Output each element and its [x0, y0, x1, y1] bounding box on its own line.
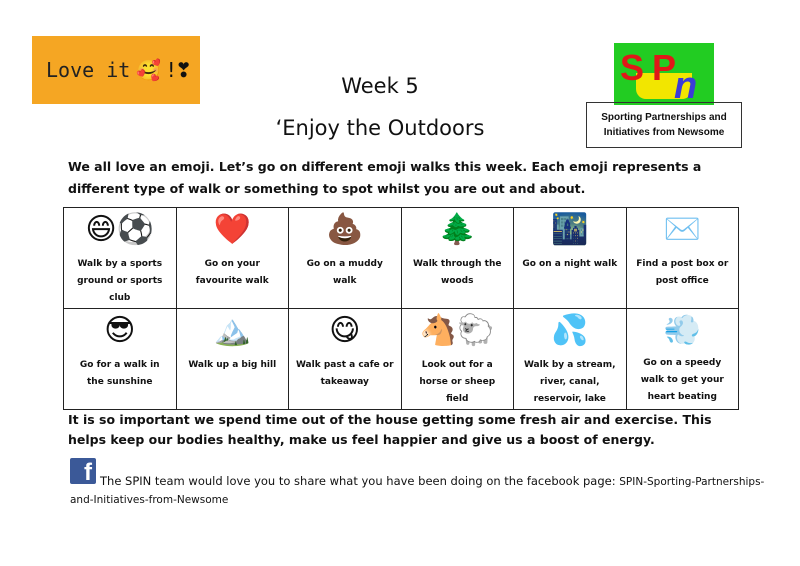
- intro-paragraph: We all love an emoji. Let’s go on different emoji walks this week. Each emoji represents a different type of walk or something to spot whilst you are out and about.: [68, 159, 702, 196]
- walk-cell: [514, 208, 627, 309]
- week-title: Week 5: [341, 74, 419, 98]
- droplets-icon: 💦: [551, 313, 589, 348]
- spin-logo: [614, 43, 714, 105]
- walk-cell: [401, 208, 514, 309]
- walk-label: Go on a muddy walk: [306, 259, 383, 286]
- walk-label: Walk past a cafe or takeaway: [295, 360, 394, 387]
- yum-icon: 😋: [329, 313, 361, 348]
- envelope-icon: ✉️: [663, 212, 701, 247]
- walk-label: Walk through the woods: [413, 259, 502, 286]
- facebook-page-name-part2[interactable]: and-Initiatives-from-Newsome: [70, 494, 229, 506]
- logo-letter-p: P: [652, 47, 677, 88]
- table-row: [64, 309, 739, 410]
- walk-label: Go for a walk in the sunshine: [79, 360, 160, 387]
- poo-icon: 💩: [326, 212, 364, 247]
- walk-cell: [176, 309, 289, 410]
- walk-cell: [514, 309, 627, 410]
- logo-letter-n: n: [674, 65, 698, 105]
- smiling-hearts-icon: 🥰: [136, 58, 162, 82]
- love-it-text: Love it: [46, 58, 131, 82]
- walk-cell: [289, 208, 402, 309]
- soccer-smile-icon: 😄⚽: [85, 212, 155, 247]
- heart-exclamation-icon: !❣: [167, 58, 192, 82]
- walk-label: Find a post box or post office: [636, 259, 729, 286]
- walk-cell: [64, 208, 177, 309]
- logo-letter-s: S: [620, 47, 645, 88]
- walk-label: Look out for a horse or sheep field: [419, 360, 496, 404]
- walk-label: Walk up a big hill: [188, 360, 277, 370]
- facebook-page-name-part1[interactable]: SPIN-Sporting-Partnerships-: [619, 476, 765, 488]
- walk-label: Go on a night walk: [522, 259, 618, 269]
- walk-cell: [176, 208, 289, 309]
- table-row: [64, 208, 739, 309]
- walk-cell: [64, 309, 177, 410]
- walk-label: Go on a speedy walk to get your heart beating: [640, 358, 724, 402]
- facebook-icon[interactable]: f: [70, 458, 96, 484]
- sunglasses-icon: 😎: [104, 313, 136, 348]
- heart-icon: ❤️: [213, 212, 251, 247]
- horse-sheep-icon: 🐴🐑: [419, 313, 495, 348]
- walk-cell: [626, 309, 739, 410]
- outro-paragraph: It is so important we spend time out of the house getting some fresh air and exercise. This helps keep our bodies healthy, make us feel happier and give us a boost of energy.: [68, 412, 712, 447]
- walk-cell: [289, 309, 402, 410]
- emoji-walks-table: [63, 207, 739, 410]
- speed-icon: 💨: [663, 313, 701, 348]
- walk-label: Go on your favourite walk: [195, 259, 269, 286]
- facebook-message: The SPIN team would love you to share what you have been doing on the facebook page:: [100, 474, 616, 488]
- walk-label: Walk by a sports ground or sports club: [77, 259, 163, 303]
- facebook-share-text: [100, 474, 764, 488]
- mountain-icon: 🏔️: [213, 313, 251, 348]
- spin-caption-box: [586, 102, 742, 148]
- walk-cell: [626, 208, 739, 309]
- night-city-icon: 🌃: [551, 212, 589, 247]
- spin-caption-line1: Sporting Partnerships and: [601, 112, 727, 123]
- tree-icon: 🌲: [438, 212, 476, 247]
- walk-cell: [401, 309, 514, 410]
- spin-caption-line2: Initiatives from Newsome: [603, 127, 725, 138]
- page-subtitle: ‘Enjoy the Outdoors: [275, 116, 485, 140]
- walk-label: Walk by a stream, river, canal, reservoir, lake: [523, 360, 616, 404]
